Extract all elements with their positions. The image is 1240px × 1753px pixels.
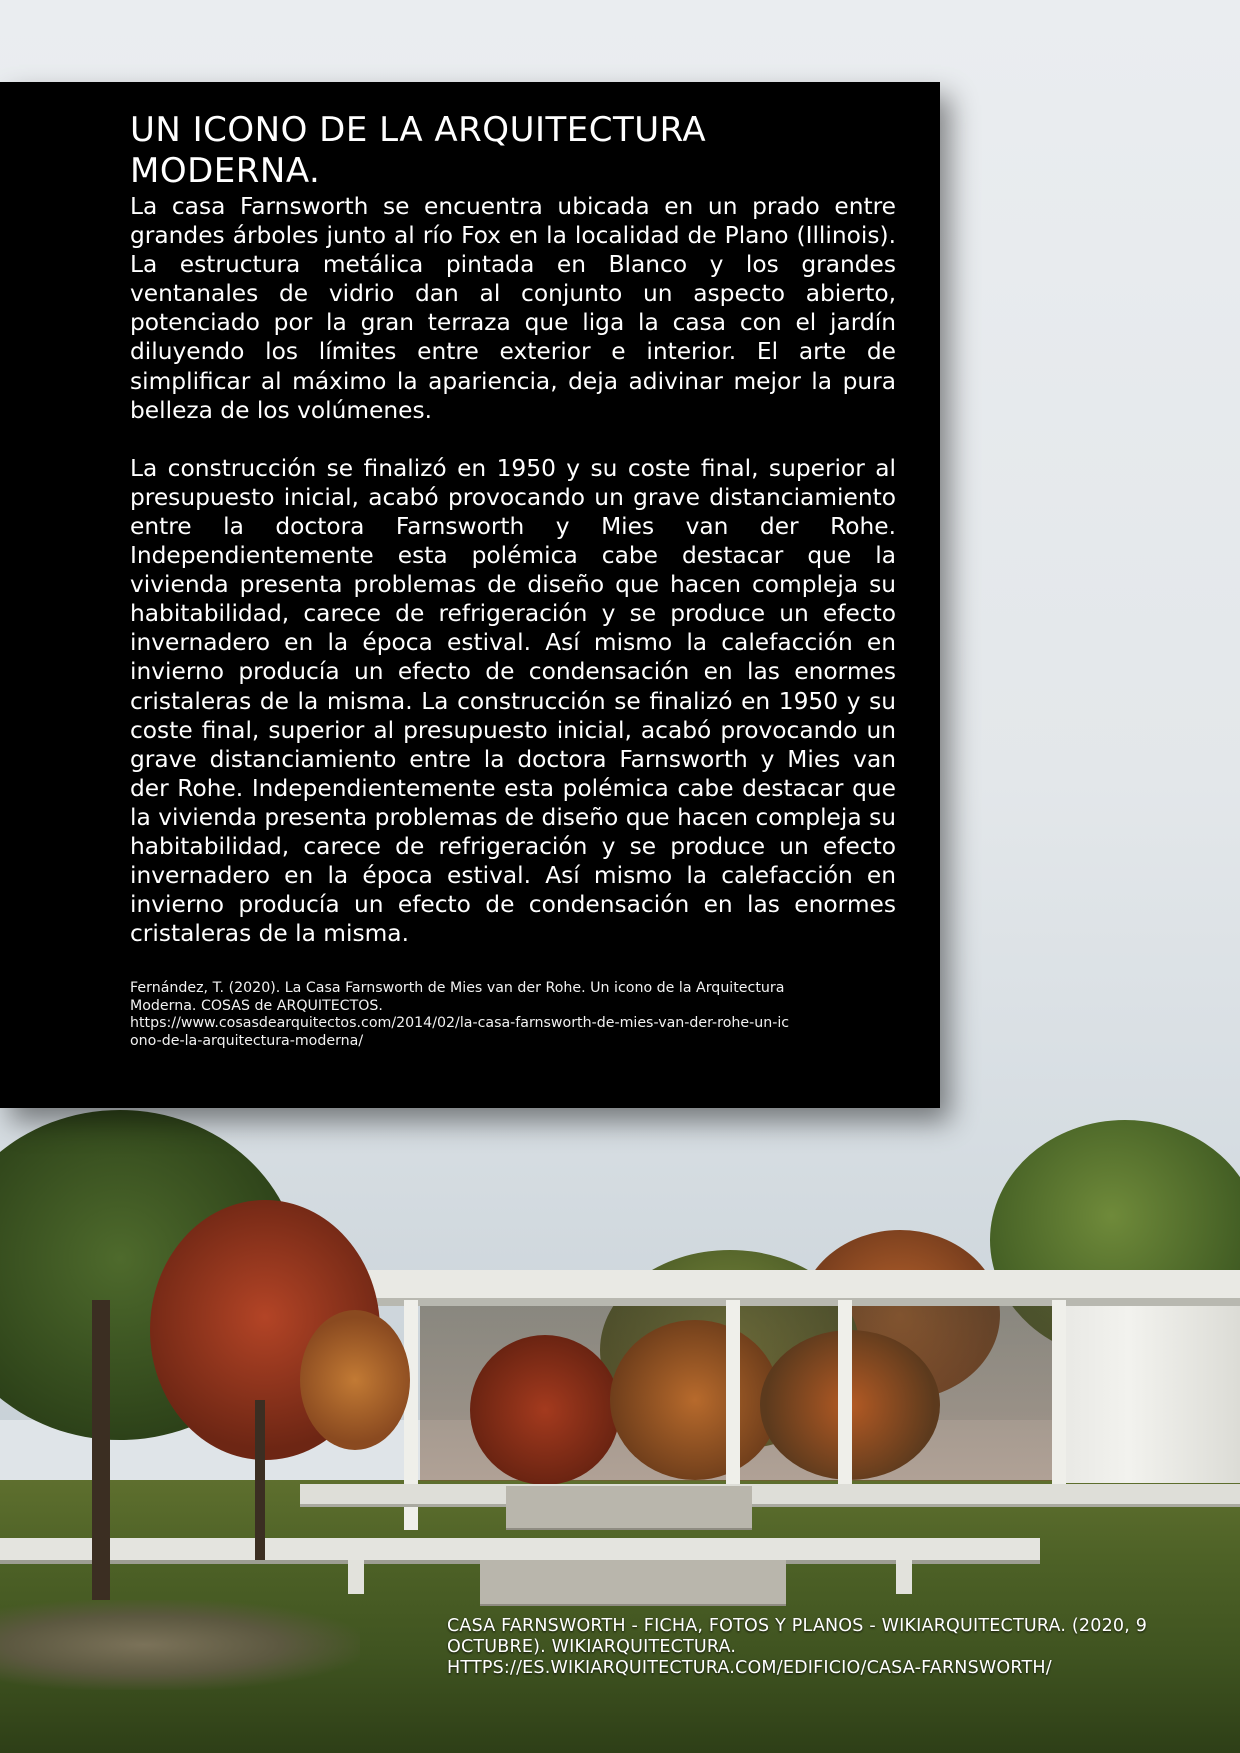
paragraph-construction: La construcción se finalizó en 1950 y su coste final, superior al presupuesto inicial, acabó provocando un grave distanciamiento entre la doctora Farnsworth y Mies van der Rohe. Independientemente esta polémica cabe destacar que la vivienda presenta problemas de diseño que hacen compleja su habitabilidad, carece de refrigeración y se produce un efecto invernadero en la época estival. Así mismo la calefacción en invierno producía un efecto de condensación en las enormes cristaleras de la misma. La construcción se finalizó en 1950 y su coste final, superior al presupuesto inicial, acabó provocando un grave distanciamiento entre la doctora Farnsworth y Mies van der Rohe. Independientemente esta polémica cabe destacar que la vivienda presenta problemas de diseño que hacen compleja su habitabilidad, carece de refrigeración y se produce un efecto invernadero en la época estival. Así mismo la calefacción en invierno producía un efecto de condensación en las enormes cristaleras de la misma. xyxy=(130,454,896,948)
citation xyxy=(130,980,896,1050)
tree-inside-red xyxy=(470,1335,620,1485)
steel-column xyxy=(1052,1300,1066,1490)
terrace-support xyxy=(896,1560,912,1594)
tree-left-orange xyxy=(300,1310,410,1450)
roof-slab xyxy=(292,1270,1240,1300)
terrace-slab xyxy=(0,1538,1040,1560)
article-title xyxy=(130,110,896,192)
citation-line: Moderna. COSAS de ARQUITECTOS. xyxy=(130,997,383,1014)
article-panel xyxy=(0,82,940,1108)
upper-steps xyxy=(506,1486,752,1528)
tree-trunk xyxy=(92,1300,110,1600)
citation-url-continued[interactable]: ono-de-la-arquitectura-moderna/ xyxy=(130,1032,364,1049)
citation-url[interactable]: https://www.cosasdearquitectos.com/2014/02/la-casa-farnsworth-de-mies-van-der-rohe-un-ic xyxy=(130,1015,790,1032)
floor-slab xyxy=(300,1484,1240,1504)
steel-column xyxy=(838,1300,852,1490)
title-line: UN ICONO DE LA ARQUITECTURA xyxy=(130,110,707,150)
terrace-support xyxy=(348,1560,364,1594)
article-content xyxy=(130,110,896,1050)
credit-url[interactable]: HTTPS://ES.WIKIARQUITECTURA.COM/EDIFICIO/CASA-FARNSWORTH/ xyxy=(447,1658,1052,1678)
white-curtain xyxy=(1055,1306,1240,1483)
citation-line: Fernández, T. (2020). La Casa Farnsworth de Mies van der Rohe. Un icono de la Arquitectura xyxy=(130,980,785,997)
credit-line: CASA FARNSWORTH - FICHA, FOTOS Y PLANOS - WIKIARQUITECTURA. (2020, 9 xyxy=(447,1616,1148,1636)
tree-trunk xyxy=(255,1400,265,1560)
lower-steps xyxy=(480,1560,786,1604)
stone-path xyxy=(0,1600,360,1690)
title-line: MODERNA. xyxy=(130,151,321,191)
credit-line: OCTUBRE). WIKIARQUITECTURA. xyxy=(447,1637,737,1657)
paragraph-location: La casa Farnsworth se encuentra ubicada en un prado entre grandes árboles junto al río Fox en la localidad de Plano (Illinois). La estructura metálica pintada en Blanco y los grandes ventanales de vidrio dan al conjunto un aspecto abierto, potenciado por la gran terraza que liga la casa con el jardín diluyendo los límites entre exterior e interior. El arte de simplificar al máximo la apariencia, deja adivinar mejor la pura belleza de los volúmenes. xyxy=(130,193,896,424)
tree-inside-orange xyxy=(610,1320,780,1480)
roof-fascia xyxy=(300,1298,1240,1306)
photo-credit xyxy=(447,1616,1237,1679)
steel-column xyxy=(726,1300,740,1490)
